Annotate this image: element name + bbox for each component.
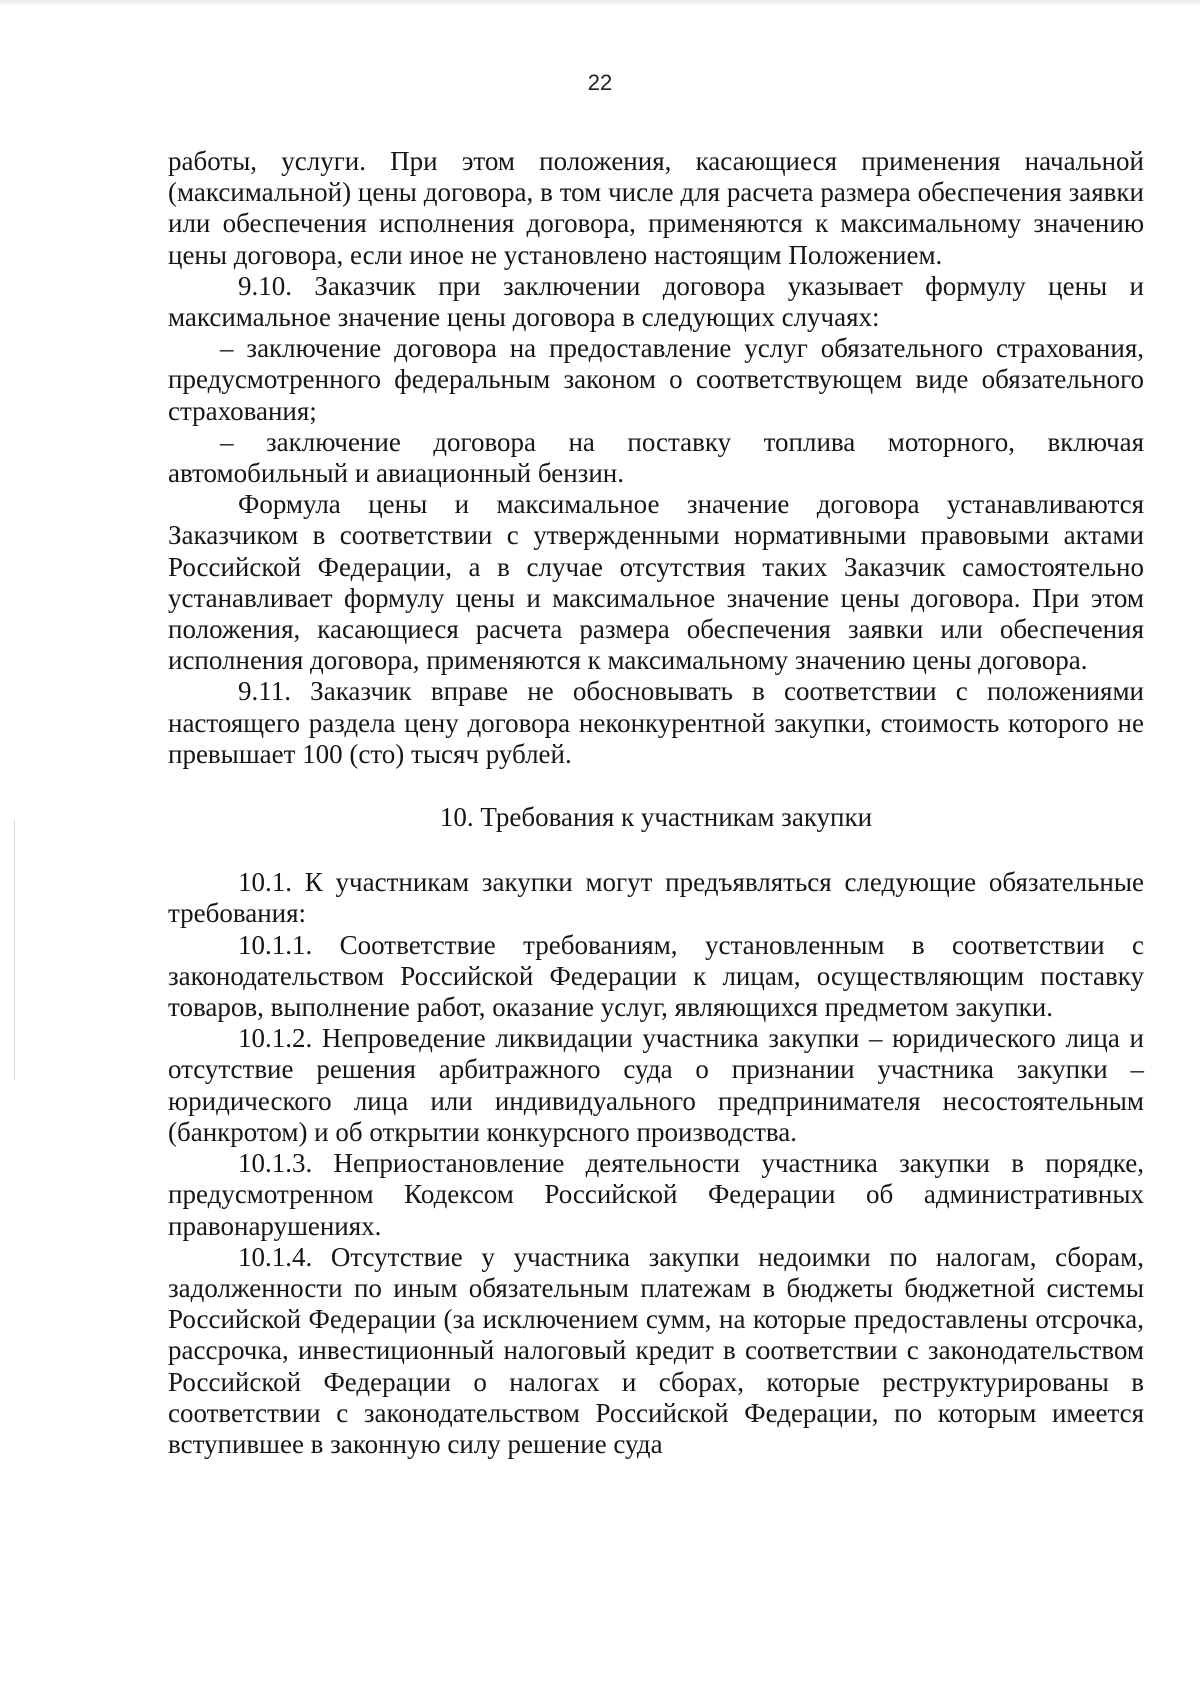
document-body: [168, 146, 1144, 1460]
list-item-fuel: – заключение договора на поставку топлива моторного, включая автомобильный и авиационный бензин.: [168, 426, 1144, 489]
paragraph-10-1-1: 10.1.1. Соответствие требованиям, установленным в соответствии с законодательством Российской Федерации к лицам, осуществляющим поставку товаров, выполнение работ, оказание услуг, являющихся предметом закупки.: [168, 929, 1144, 1023]
paragraph-price-formula: Формула цены и максимальное значение договора устанавливаются Заказчиком в соответствии с утвержденными нормативными правовыми актами Российской Федерации, а в случае отсутствия таких Заказчик самостоятельно устанавливает формулу цены и максимальное значение цены договора. При этом положения, касающиеся расчета размера обеспечения заявки или обеспечения исполнения договора, применяются к максимальному значению цены договора.: [168, 489, 1144, 676]
list-item-insurance: – заключение договора на предоставление услуг обязательного страхования, предусмотренного федеральным законом о соответствующем виде обязательного страхования;: [168, 333, 1144, 426]
paragraph-9-10: 9.10. Заказчик при заключении договора указывает формулу цены и максимальное значение цены договора в следующих случаях:: [168, 270, 1144, 333]
paragraph-10-1: 10.1. К участникам закупки могут предъявляться следующие обязательные требования:: [168, 867, 1144, 929]
paragraph-10-1-4: 10.1.4. Отсутствие у участника закупки недоимки по налогам, сборам, задолженности по иным обязательным платежам в бюджеты бюджетной системы Российской Федерации (за исключением сумм, на которые предоставлены отсрочка, рассрочка, инвестиционный налоговый кредит в соответствии с законодательством Российской Федерации о налогах и сборах, которые реструктурированы в соответствии с законодательством Российской Федерации, по которым имеется вступившее в законную силу решение суда: [168, 1241, 1144, 1459]
paragraph-continuation: работы, услуги. При этом положения, касающиеся применения начальной (максимальной) цены договора, в том числе для расчета размера обеспечения заявки или обеспечения исполнения договора, применяются к максимальному значению цены договора, если иное не установлено настоящим Положением.: [168, 146, 1144, 270]
scan-left-mark: [14, 820, 15, 1080]
paragraph-10-1-3: 10.1.3. Неприостановление деятельности участника закупки в порядке, предусмотренном Кодексом Российской Федерации об административных правонарушениях.: [168, 1148, 1144, 1241]
paragraph-10-1-2: 10.1.2. Непроведение ликвидации участника закупки – юридического лица и отсутствие решения арбитражного суда о признании участника закупки – юридического лица или индивидуального предпринимателя несостоятельным (банкротом) и об открытии конкурсного производства.: [168, 1023, 1144, 1147]
scan-top-edge: [0, 0, 1200, 6]
page-number: 22: [587, 70, 613, 95]
paragraph-9-11: 9.11. Заказчик вправе не обосновывать в соответствии с положениями настоящего раздела цену договора неконкурентной закупки, стоимость которого не превышает 100 (сто) тысяч рублей.: [168, 676, 1144, 769]
section-heading: 10. Требования к участникам закупки: [439, 802, 873, 833]
